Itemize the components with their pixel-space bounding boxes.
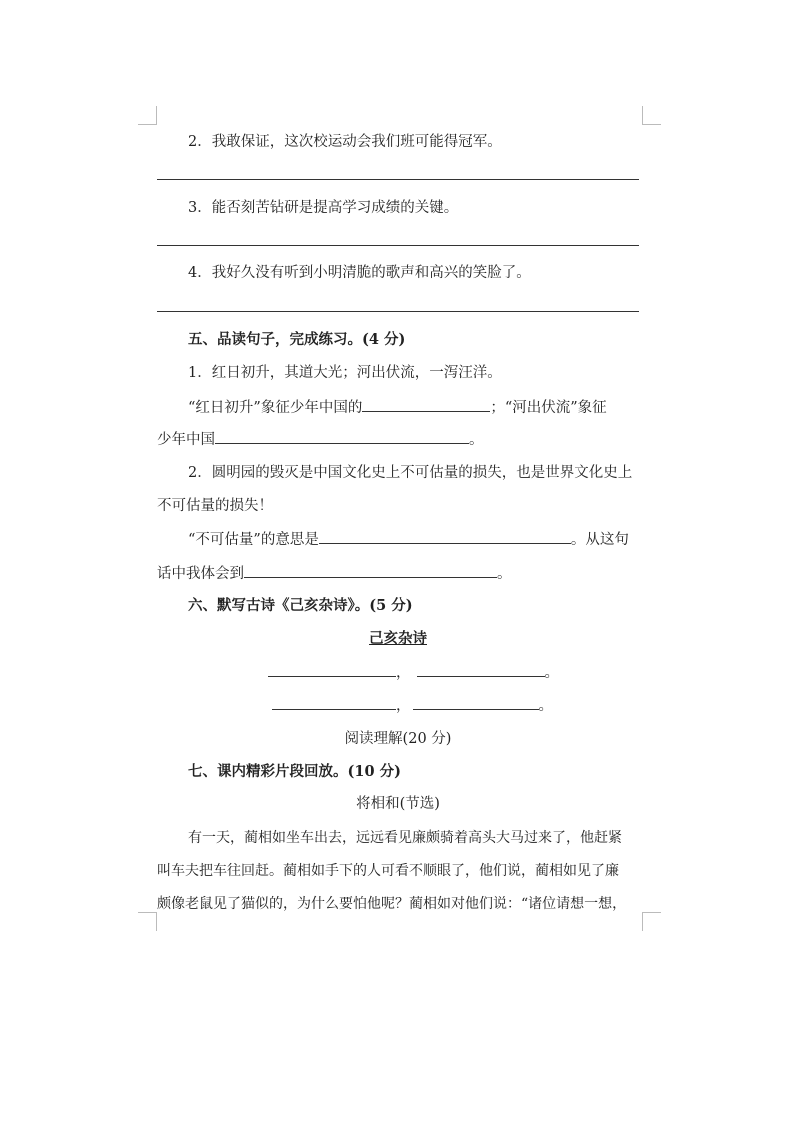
poem-comma-2: ， [396,698,411,714]
q1-end: 。 [469,432,484,448]
sentence-3: 3．能否刻苦钻研是提高学习成绩的关键。 [188,200,459,216]
section-5-q2-ask-line1 [188,529,629,550]
answer-line-4[interactable] [157,311,639,312]
section-6-heading: 六、默写古诗《己亥杂诗》。(5 分) [188,597,413,614]
reading-heading: 阅读理解(20 分) [344,731,452,747]
q1-ask-b: 少年中国 [157,432,215,448]
answer-line-2[interactable] [157,179,639,180]
q2-ask-a: “不可估量”的意思是 [188,532,319,548]
poem-title: 己亥杂诗 [369,630,427,647]
poem-line-2 [272,695,553,716]
crop-mark-bottom-left [138,912,157,931]
crop-mark-top-right [642,106,661,125]
q1-ask-sep: ；“河出伏流”象征 [490,400,607,416]
poem-comma-1: ， [396,665,411,681]
crop-mark-top-left [138,106,157,125]
poem-blank-2[interactable] [417,662,545,677]
sentence-4: 4．我好久没有听到小明清脆的歌声和高兴的笑脸了。 [188,265,531,281]
poem-blank-4[interactable] [413,695,539,710]
q1-blank-a[interactable] [362,397,490,412]
poem-blank-3[interactable] [272,695,396,710]
sentence-2: 2．我敢保证，这次校运动会我们班可能得冠军。 [188,134,502,150]
passage-line-3: 颇像老鼠见了猫似的，为什么要怕他呢？蔺相如对他们说：“诸位请想一想， [157,896,627,912]
poem-blank-1[interactable] [268,662,396,677]
section-7-heading: 七、课内精彩片段回放。(10 分) [188,763,401,780]
section-5-q2-ask-line2 [157,563,512,584]
passage-title: 将相和(节选) [356,796,440,812]
section-5-q2-text-b: 不可估量的损失！ [157,498,273,514]
section-5-q1-ask-line2 [157,429,484,450]
q1-ask-a: “红日初升”象征少年中国的 [188,400,363,416]
poem-line-1 [268,662,559,683]
answer-line-3[interactable] [157,245,639,246]
q2-blank-b[interactable] [244,563,497,578]
section-5-q2-text-a: 2．圆明园的毁灭是中国文化史上不可估量的损失，也是世界文化史上 [188,465,633,481]
crop-mark-bottom-right [642,912,661,931]
poem-period-1: 。 [544,665,559,681]
section-5-q1-ask-line1 [188,397,607,418]
passage-line-1: 有一天，蔺相如坐车出去，远远看见廉颇骑着高头大马过来了，他赶紧 [188,830,622,846]
q1-blank-b[interactable] [215,429,469,444]
section-5-heading: 五、品读句子，完成练习。(4 分) [188,331,406,348]
poem-period-2: 。 [538,698,553,714]
section-5-q1-text: 1．红日初升，其道大光；河出伏流，一泻汪洋。 [188,365,502,381]
q2-ask-mid: 。从这句 [570,532,629,548]
q2-blank-a[interactable] [319,529,571,544]
q2-end: 。 [497,566,512,582]
passage-line-2: 叫车夫把车往回赶。蔺相如手下的人可看不顺眼了，他们说，蔺相如见了廉 [157,863,619,879]
q2-ask-b: 话中我体会到 [157,566,244,582]
